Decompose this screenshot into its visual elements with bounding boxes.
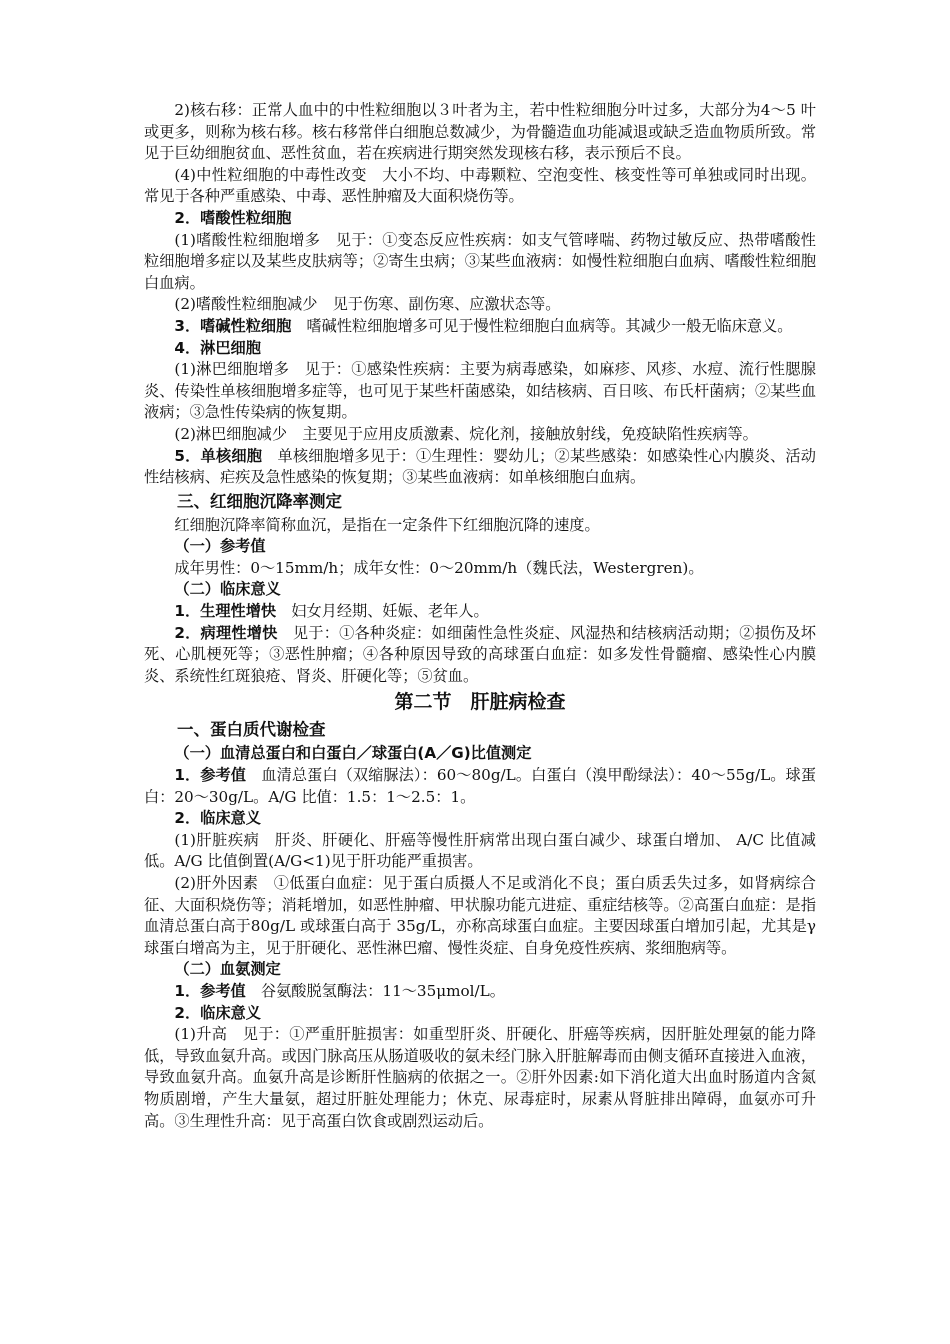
- section-title: 第二节 肝脏病检查: [394, 691, 566, 714]
- subheading: [144, 536, 816, 558]
- paragraph: (1)淋巴细胞增多 见于：①感染性疾病：主要为病毒感染，如麻疹、风疹、水痘、流行性腮腺炎、传染性单核细胞增多症等，也可见于某些杆菌感染，如结核病、百日咳、布氏杆菌病；②某些血液病；③急性传染病的恢复期。: [144, 360, 816, 422]
- heading-level-1: 三、红细胞沉降率测定: [177, 491, 342, 511]
- inline-heading: 1．参考值: [174, 766, 247, 785]
- paragraph: [144, 601, 816, 623]
- paragraph: (1)嗜酸性粒细胞增多 见于：①变态反应性疾病：如支气管哮喘、药物过敏反应、热带嗜酸性粒细胞增多症以及某些皮肤病等；②寄生虫病；③某些血液病：如慢性粒细胞白血病、嗜酸性粒细胞白血病。: [144, 230, 816, 292]
- paragraph: (2)肝外因素 ①低蛋白血症：见于蛋白质摄人不足或消化不良；蛋白质丢失过多，如肾病综合征、大面积烧伤等；消耗增加，如恶性肿瘤、甲状腺功能亢进症、重症结核等。②高蛋白血症：是指血清总蛋白高于80g/L 或球蛋白高于 35g/L，亦称高球蛋白血症。主要因球蛋白增加引起，尤其是γ球蛋白增高为主，见于肝硬化、恶性淋巴瘤、慢性炎症、自身免疫性疾病、浆细胞病等。: [144, 874, 816, 957]
- subheading: [144, 959, 816, 981]
- subheading: [144, 1003, 816, 1025]
- paragraph: (1)升高 见于：①严重肝脏损害：如重型肝炎、肝硬化、肝癌等疾病，因肝脏处理氨的能力降低，导致血氨升高。或因门脉高压从肠道吸收的氨未经门脉入肝脏解毒而由侧支循环直接进入血液，导致血氨升高。血氨升高是诊断肝性脑病的依据之一。②肝外因素:如下消化道大出血时肠道内含氮物质剧增，产生大量氨，超过肝脏处理能力；休克、尿毒症时，尿素从肾脏排出障碍，血氨亦可升高。③生理性升高：见于高蛋白饮食或剧烈运动后。: [144, 1025, 816, 1130]
- subheading-label: 2．临床意义: [174, 809, 261, 828]
- subheading: [144, 208, 816, 230]
- paragraph-text: 谷氨酸脱氢酶法：11～35μmol/L。: [245, 981, 505, 1000]
- subheading-label: （二）血氨测定: [174, 960, 281, 979]
- subheading: [144, 579, 816, 601]
- subheading-label: （一）参考值: [174, 537, 266, 556]
- paragraph: (2)淋巴细胞减少 主要见于应用皮质激素、烷化剂，接触放射线，免疫缺陷性疾病等。: [174, 424, 758, 443]
- paragraph: [144, 316, 816, 338]
- subheading-label: （二）临床意义: [174, 580, 281, 599]
- paragraph: (4)中性粒细胞的中毒性改变 大小不均、中毒颗粒、空泡变性、核变性等可单独或同时出现。常见于各种严重感染、中毒、恶性肿瘤及大面积烧伤等。: [144, 165, 816, 206]
- paragraph-text: 单核细胞增多见于：①生理性：婴幼儿；②某些感染：如感染性心内膜炎、活动性结核病、疟疾及急性感染的恢复期；③某些血液病：如单核细胞白血病。: [144, 446, 816, 487]
- inline-heading: 5．单核细胞: [174, 446, 263, 465]
- inline-heading: 3．嗜碱性粒细胞: [174, 316, 292, 335]
- subheading-label: 4．淋巴细胞: [174, 338, 261, 357]
- paragraph-text: 血清总蛋白（双缩脲法）：60～80g/L。白蛋白（溴甲酚绿法）：40～55g/L。球蛋白：20～30g/L。A/G 比值：1.5：1～2.5：1。: [144, 766, 817, 806]
- subheading-label: 2．临床意义: [174, 1003, 261, 1022]
- subheading: [144, 743, 816, 765]
- subheading: [144, 808, 816, 830]
- paragraph: [144, 623, 816, 688]
- subheading: [144, 338, 816, 360]
- inline-heading: 1．参考值: [174, 981, 246, 1000]
- subheading-label: （一）血清总蛋白和白蛋白／球蛋白(A／G)比值测定: [174, 744, 532, 763]
- paragraph: [144, 765, 816, 808]
- paragraph: 2)核右移：正常人血中的中性粒细胞以３叶者为主，若中性粒细胞分叶过多，大部分为4～5 叶或更多，则称为核右移。核右移常伴白细胞总数减少，为骨髓造血功能减退或缺乏造血物质所致。常见于巨幼细胞贫血、恶性贫血，若在疾病进行期突然发现核右移，表示预后不良。: [144, 101, 816, 163]
- subheading-label: 2．嗜酸性粒细胞: [174, 208, 292, 227]
- paragraph: 红细胞沉降率简称血沉，是指在一定条件下红细胞沉降的速度。: [174, 515, 600, 534]
- paragraph: 成年男性：0～15mm/h；成年女性：0～20mm/h（魏氏法，Westergren)。: [174, 558, 704, 577]
- inline-heading: 1．生理性增快: [174, 602, 277, 621]
- paragraph-text: 嗜碱性粒细胞增多可见于慢性粒细胞白血病等。其减少一般无临床意义。: [291, 316, 793, 335]
- paragraph: (1)肝脏疾病 肝炎、肝硬化、肝癌等慢性肝病常出现白蛋白减少、球蛋白增加、 A/C 比值减低。A/G 比值倒置(A/G<1)见于肝功能严重损害。: [144, 830, 816, 871]
- heading-level-1: 一、蛋白质代谢检查: [177, 720, 326, 740]
- paragraph: [144, 446, 816, 489]
- paragraph-text: 见于：①各种炎症：如细菌性急性炎症、风湿热和结核病活动期；②损伤及坏死、心肌梗死等；③恶性肿瘤；④各种原因导致的高球蛋白血症：如多发性骨髓瘤、感染性心内膜炎、系统性红斑狼疮、肾炎、肝硬化等；⑤贫血。: [144, 623, 816, 685]
- inline-heading: 2．病理性增快: [174, 623, 278, 642]
- paragraph: (2)嗜酸性粒细胞减少 见于伤寒、副伤寒、应激状态等。: [174, 295, 561, 314]
- paragraph-text: 妇女月经期、妊娠、老年人。: [276, 602, 489, 621]
- paragraph: [144, 981, 816, 1003]
- document-page: [144, 100, 816, 1132]
